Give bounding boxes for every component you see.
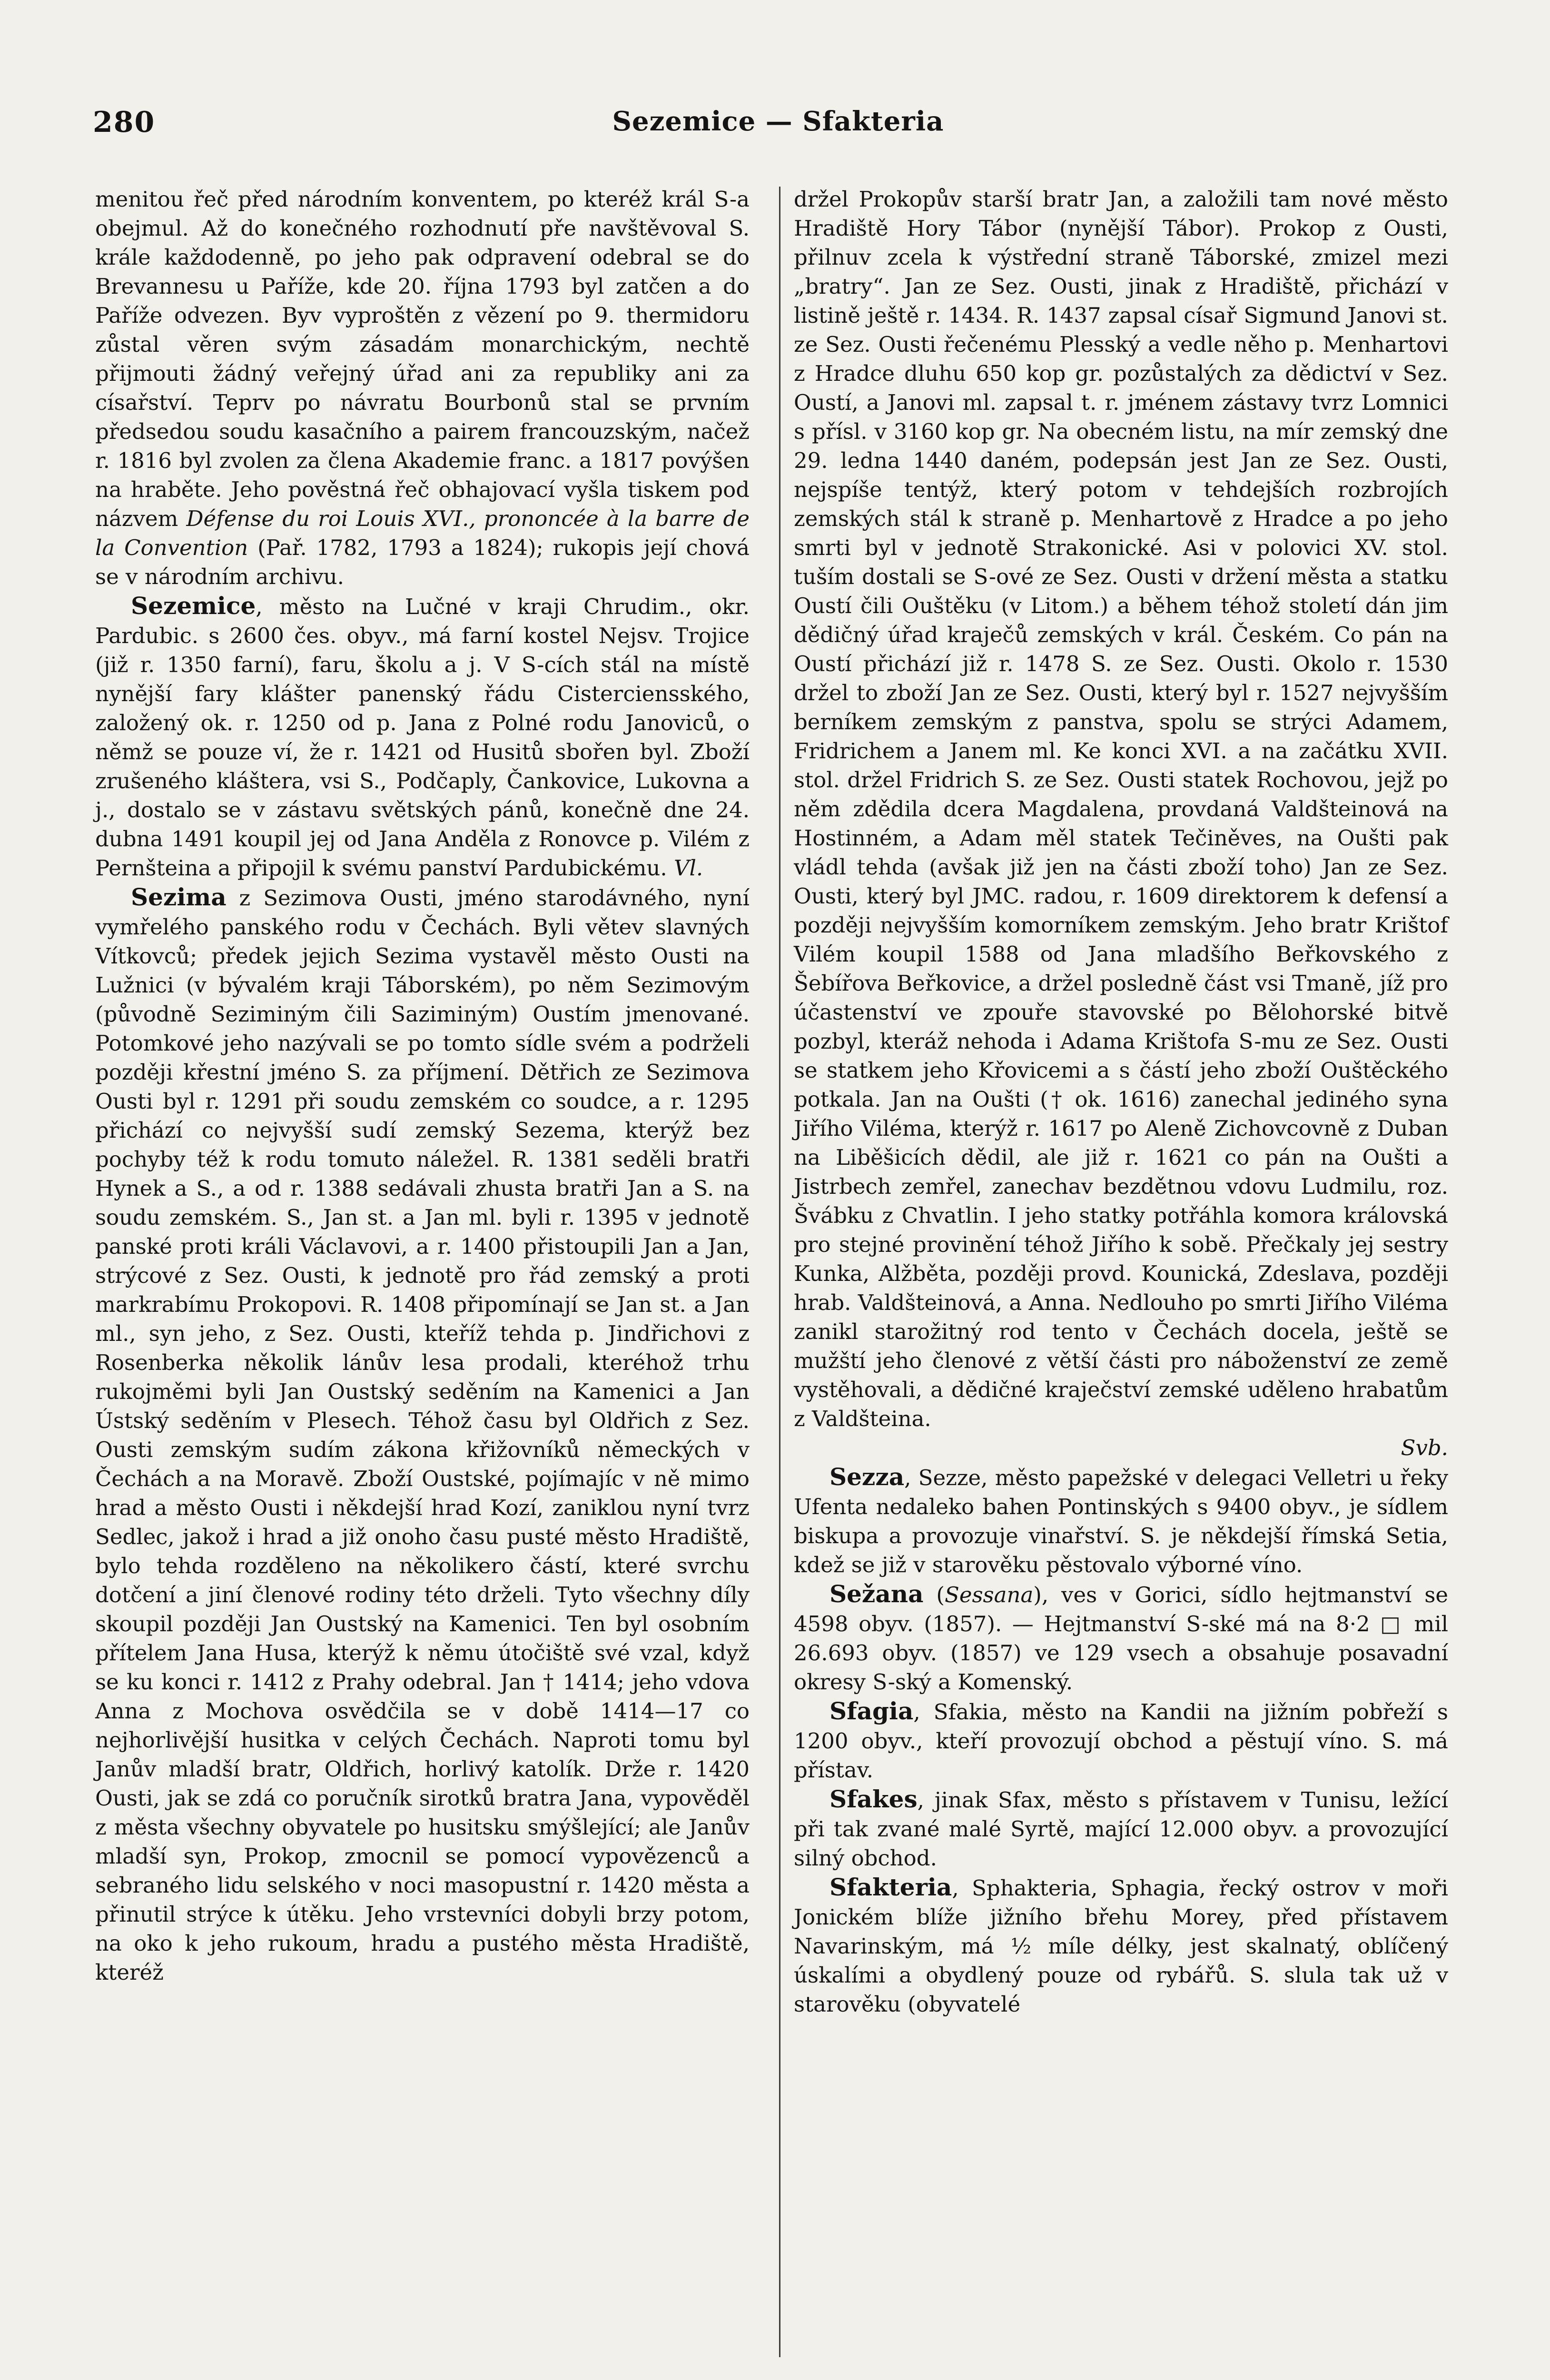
headword-sfakteria: Sfakteria: [829, 1873, 952, 1901]
work-title: Défense du roi Louis XVI., prononcée à la barre de la Convention: [95, 506, 750, 560]
headword-sezza: Sezza: [829, 1463, 905, 1491]
author-signature: Svb.: [1401, 1435, 1448, 1460]
entry-text-sfakteria: , Sphakteria, Sphagia, řecký ostrov v moři Jonickém blíže jižního břehu Morey, před přístavem Navarinským, má ½ míle délky, jest skalnatý, oblíčený úskalími a obydlený pouze od rybářů. S. slula tak už v starověku (obyvatelé: [794, 1875, 1448, 2017]
entry-text-sfagia: , Sfakia, město na Kandii na jižním pobřeží s 1200 obyv., kteří provozují obchod a pěstují víno. S. má přístav.: [794, 1699, 1448, 1783]
continuation-text: menitou řeč před národním konventem, po kteréž král S-a obejmul. Až do konečného rozhodnutí pře navštěvoval S. krále každodenně, po jeho pak odpravení odebral se do Brevannesu u Paříže, kde 20. října 1793 byl zatčen a do Paříže odvezen. Byv vyproštěn z vězení po 9. thermidoru zůstal věren svým zásadám monarchickým, nechtě přijmouti žádný veřejný úřad ani za republiky ani za císařství. Teprv po návratu Bourbonů stal se prvním předsedou soudu kasačního a pairem francouzským, načež r. 1816 byl zvolen za člena Akademie franc. a 1817 povýšen na hraběte. Jeho pověstná řeč obhajovací vyšla tiskem pod názvem: [95, 187, 750, 531]
headword-sezima: Sezima: [131, 883, 227, 911]
entry-sezima: [95, 883, 750, 1987]
column-divider: [779, 187, 780, 2357]
entry-text-sezima: z Sezimova Ousti, jméno starodávného, nyní vymřelého panského rodu v Čechách. Byli větev slavných Vítkovců; předek jejich Sezima vystavěl město Ousti na Lužnici (v bývalém kraji Táborském), po něm Sezimovým (původně Seziminým čili Saziminým) Oustím jmenované. Potomkové jeho nazývali se po tomto sídle svém a podrželi později křestní jméno S. za příjmení. Dětřich ze Sezimova Ousti byl r. 1291 při soudu zemském co soudce, a r. 1295 přichází co nejvyšší sudí zemský Sezema, kterýž bez pochyby též k rodu tomuto náležel. R. 1381 seděli bratři Hynek a S., a od r. 1388 sedávali zhusta bratři Jan a S. na soudu zemském. S., Jan st. a Jan ml. byli r. 1395 v jednotě panské proti králi Václavovi, a r. 1400 přistoupili Jan a Jan, strýcové z Sez. Ousti, k jednotě pro řád zemský a proti markrabímu Prokopovi. R. 1408 připomínají se Jan st. a Jan ml., syn jeho, z Sez. Ousti, kteříž tehda p. Jindřichovi z Rosenberka několik lánův lesa prodali, kteréhož trhu rukojměmi byli Jan Oustský seděním na Kamenici a Jan Ústský seděním v Plesech. Téhož času byl Oldřich z Sez. Ousti zemským sudím zákona křižovníků německých v Čechách a na Moravě. Zboží Oustské, pojímajíc v ně mimo hrad a město Ousti i někdejší hrad Kozí, zaniklou nyní tvrz Sedlec, jakož i hrad a již onoho času pusté město Hradiště, bylo tehda rozděleno na několikero částí, které svrchu dotčení a jiní členové rodiny této drželi. Tyto všechny díly skoupil později Jan Oustský na Kamenici. Ten byl osobním přítelem Jana Husa, kterýž k němu útočiště své vzal, když se ku konci r. 1412 z Prahy odebral. Jan † 1414; jeho vdova Anna z Mochova osvědčila se v době 1414—17 co nejhorlivější husitka v celých Čechách. Naproti tomu byl Janův mladší bratr, Oldřich, horlivý katolík. Drže r. 1420 Ousti, jak se zdá co poručník sirotků bratra Jana, vypověděl z města všechny obyvatele po husitsku smýšlející; ale Janův mladší syn, Prokop, zmocnil se pomocí vypovězenců a sebraného lidu selského v noci masopustní r. 1420 města a přinutil strýce k útěku. Jeho vrstevníci dobyli brzy potom, na oko k jeho rukoum, hradu a pustého města Hradiště, kteréž: [95, 885, 750, 1985]
headword-sezana: Sežana: [829, 1580, 924, 1608]
author-signature: Vl.: [674, 855, 703, 881]
entry-sezza: [794, 1462, 1448, 1579]
entry-text-sezima-cont: držel Prokopův starší bratr Jan, a založili tam nové město Hradiště Hory Tábor (nynější Tábor). Prokop z Ousti, přilnuv zcela k výstřední straně Táborské, zmizel mezi „bratry“. Jan ze Sez. Ousti, jinak z Hradiště, přichází v listině ještě r. 1434. R. 1437 zapsal císař Sigmund Janovi st. ze Sez. Ousti řečenému Plesský a vedle něho p. Menhartovi z Hradce dluhu 650 kop gr. pozůstalých za dědictví v Sez. Oustí, a Janovi ml. zapsal t. r. jménem zástavy tvrz Lomnici s přísl. v 3160 kop gr. Na obecném listu, na mír zemský dne 29. ledna 1440 daném, podepsán jest Jan ze Sez. Ousti, nejspíše tentýž, který potom v tehdejších rozbrojích zemských stál k straně p. Menhartově z Hradce a po jeho smrti byl v jednotě Strakonické. Asi v polovici XV. stol. tuším dostali se S-ové ze Sez. Ousti v držení města a statku Oustí čili Ouštěku (v Litom.) a během téhož století dán jim dědičný úřad kraječů zemských v král. Českém. Co pán na Oustí přichází již r. 1478 S. ze Sez. Ousti. Okolo r. 1530 držel to zboží Jan ze Sez. Ousti, který byl r. 1527 nejvyšším berníkem zemským z panstva, spolu se strýci Adamem, Fridrichem a Janem ml. Ke konci XVI. a na začátku XVII. stol. držel Fridrich S. ze Sez. Ousti statek Rochovou, jejž po něm zdědila dcera Magdalena, provdaná Valdšteinová na Hostinném, a Adam měl statek Tečiněves, na Oušti pak vládl tehda (avšak již jen na části zboží toho) Jan ze Sez. Ousti, který byl JMC. radou, r. 1609 direktorem k defensí a později nejvyšším komorníkem zemským. Jeho bratr Krištof Vilém koupil 1588 od Jana mladšího Beřkovského z Šebířova Beřkovice, a držel posledně část vsi Tmaně, jíž pro účastenství ve zpouře stavovské po Bělohorské bitvě pozbyl, kteráž nehoda i Adama Krištofa S-mu ze Sez. Ousti se statkem jeho Křovicemi a s částí jeho zboží Ouštěckého potkala. Jan na Oušti († ok. 1616) zanechal jediného syna Jiřího Viléma, kterýž r. 1617 po Aleně Zichovcovně z Duban na Liběšicích dědil, ale již r. 1621 co pán na Oušti a Jistrbech zemřel, zanechav bezdětnou vdovu Ludmilu, roz. Švábku z Chvatlin. I jeho statky potřáhla komora královská pro stejné provinění téhož Jiřího k sobě. Přečkaly jej sestry Kunka, Alžběta, později provd. Kounická, Zdeslava, později hrab. Valdšteinová, a Anna. Nedlouho po smrti Jiřího Viléma zanikl starožitný rod tento v Čechách docela, ještě se mužští jeho členové z větší části pro náboženství ze země vystěhovali, a dědičné kraječství zemské uděleno hrabatům z Valdšteina.: [794, 187, 1448, 1431]
entry-text-sezza: , Sezze, město papežské v delegaci Velletri u řeky Ufenta nedaleko bahen Pontinských s 9400 obyv., je sídlem biskupa a provozuje vinařství. S. je někdejší římská Setia, kdež se již v starověku pěstovalo výborné víno.: [794, 1465, 1448, 1577]
headword-sfagia: Sfagia: [829, 1697, 914, 1725]
entry-continuation: [95, 185, 750, 591]
entry-text-sezana: , ves v Gorici, sídlo hejtmanství se 4598 obyv. (1857). — Hejtmanství S-ské má na 8·2 □ mil 26.693 obyv. (1857) ve 129 vsech a obsahuje posavadní okresy S-ský a Komenský.: [794, 1582, 1448, 1695]
right-column: [794, 185, 1448, 2019]
entry-sezima-continued: [794, 185, 1448, 1433]
entry-sfakteria: [794, 1873, 1448, 2019]
entry-text-sfakes: , jinak Sfax, město s přístavem v Tunisu, ležící při tak zvané malé Syrtě, mající 12.000 obyv. a provozující silný obchod.: [794, 1787, 1448, 1871]
entry-sezana: Sežana (Sessana), ves v Gorici, sídlo hejtmanství se 4598 obyv. (1857). — Hejtmanství S-ské má na 8·2 □ mil 26.693 obyv. (1857) ve 129 vsech a obsahuje posavadní okresy S-ský a Komenský.: [794, 1580, 1448, 1695]
headword-sfakes: Sfakes: [829, 1785, 918, 1813]
entry-sfagia: [794, 1696, 1448, 1785]
signature-line: [794, 1433, 1448, 1462]
entry-sezemice: [95, 591, 750, 883]
page-header: [93, 106, 1463, 149]
continuation-end: (Pař. 1782, 1793 a 1824); rukopis její chová se v národním archivu.: [95, 535, 750, 589]
alt-name: Sessana: [945, 1582, 1034, 1607]
entry-sfakes: [794, 1785, 1448, 1873]
entry-text-sezemice: , město na Lučné v kraji Chrudim., okr. Pardubic. s 2600 čes. obyv., má farní kostel Nejsv. Trojice (již r. 1350 farní), faru, školu a j. V S-cích stál na místě nynější fary klášter panenský řádu Cisterciensského, založený ok. r. 1250 od p. Jana z Polné rodu Janoviců, o němž se pouze ví, že r. 1421 od Husitů sbořen byl. Zboží zrušeného kláštera, vsi S., Podčaply, Čankovice, Lukovna a j., dostalo se v zástavu světských pánů, konečně dne 24. dubna 1491 koupil jej od Jana Anděla z Ronovce p. Vilém z Pernšteina a připojil k svému panství Pardubickému.: [95, 594, 750, 881]
running-head: Sezemice — Sfakteria: [612, 106, 944, 137]
page-number: 280: [93, 106, 156, 139]
left-column: [95, 185, 750, 1987]
headword-sezemice: Sezemice: [131, 592, 256, 620]
